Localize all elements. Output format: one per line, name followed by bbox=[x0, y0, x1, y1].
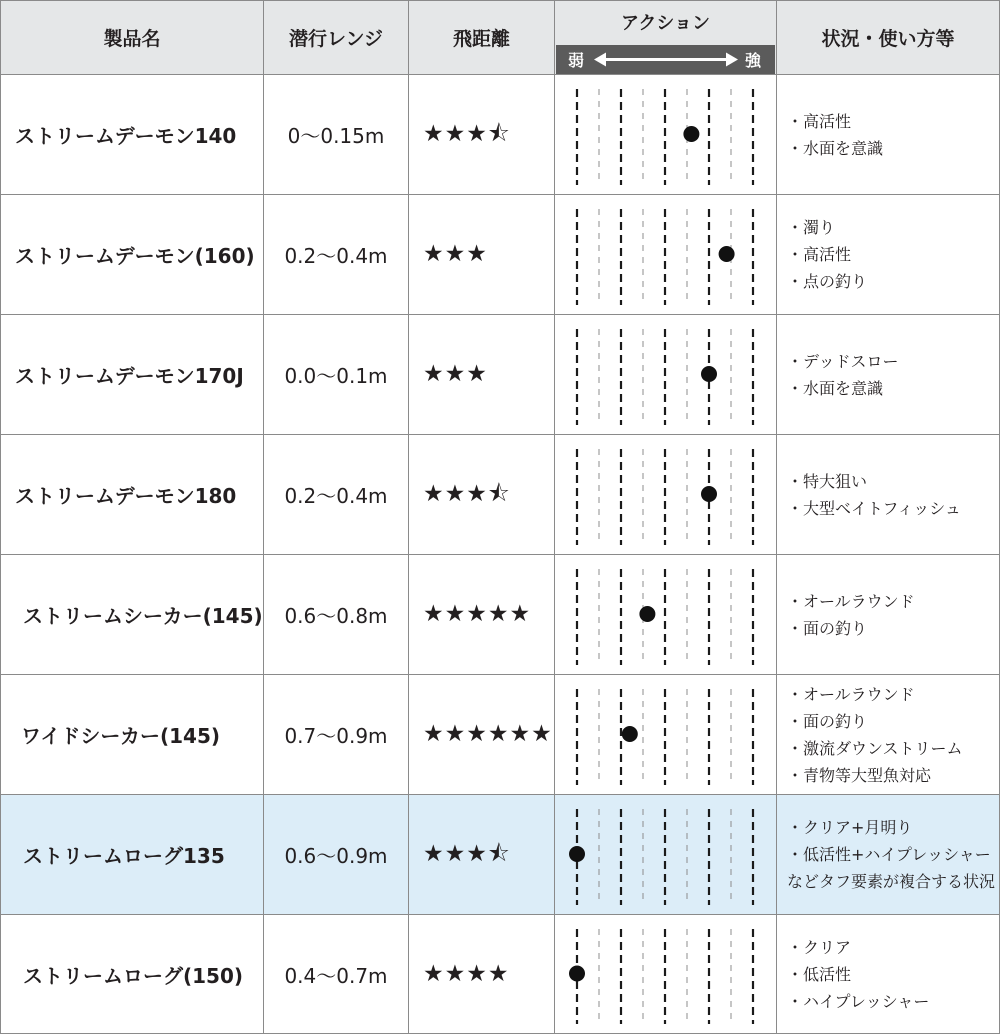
action-marker bbox=[569, 846, 585, 862]
product-name: ストリームローグ135 bbox=[0, 795, 264, 915]
action-gauge bbox=[555, 315, 777, 435]
range-value: 0〜0.15m bbox=[264, 75, 409, 195]
table-row bbox=[0, 75, 1000, 195]
note-line: ・デッドスロー bbox=[787, 351, 899, 371]
note-line: ・面の釣り bbox=[787, 618, 868, 638]
product-name: ストリームデーモン140 bbox=[0, 75, 264, 195]
action-marker bbox=[569, 966, 585, 982]
action-gauge bbox=[555, 915, 777, 1034]
table-row bbox=[0, 675, 1000, 795]
distance-stars bbox=[409, 75, 555, 195]
notes-cell bbox=[777, 915, 1000, 1034]
notes-cell bbox=[777, 675, 1000, 795]
action-gauge bbox=[555, 195, 777, 315]
note-line: ・大型ベイトフィッシュ bbox=[787, 498, 961, 518]
action-weak-label: 弱 bbox=[568, 51, 585, 70]
note-line: ・特大狙い bbox=[787, 471, 868, 491]
distance-stars bbox=[409, 795, 555, 915]
range-value: 0.0〜0.1m bbox=[264, 315, 409, 435]
action-scale-bar bbox=[556, 45, 775, 74]
action-gauge bbox=[555, 555, 777, 675]
product-name: ストリームデーモン(160) bbox=[0, 195, 264, 315]
action-marker bbox=[639, 606, 655, 622]
range-value: 0.4〜0.7m bbox=[264, 915, 409, 1034]
notes-cell bbox=[777, 315, 1000, 435]
note-line: ・水面を意識 bbox=[787, 378, 884, 398]
star-icons: ★★★⯪ bbox=[423, 481, 511, 507]
table-row bbox=[0, 195, 1000, 315]
note-line: ・水面を意識 bbox=[787, 138, 884, 158]
action-gauge-svg bbox=[555, 555, 777, 675]
range-value: 0.6〜0.8m bbox=[264, 555, 409, 675]
action-gauge-svg bbox=[555, 795, 777, 915]
header-distance bbox=[409, 0, 555, 75]
distance-stars bbox=[409, 315, 555, 435]
table-row bbox=[0, 555, 1000, 675]
distance-stars bbox=[409, 555, 555, 675]
header-distance-label: 飛距離 bbox=[452, 28, 510, 50]
range-value: 0.7〜0.9m bbox=[264, 675, 409, 795]
note-line: ・クリア bbox=[787, 937, 852, 957]
star-icons: ★★★⯪ bbox=[423, 841, 511, 867]
note-line: ・低活性 bbox=[787, 964, 852, 984]
star-icons: ★★★ bbox=[423, 361, 488, 387]
action-gauge bbox=[555, 675, 777, 795]
table-row bbox=[0, 915, 1000, 1034]
notes-cell bbox=[777, 435, 1000, 555]
double-arrow-icon bbox=[594, 51, 738, 68]
note-line: ・青物等大型魚対応 bbox=[787, 765, 932, 785]
star-icons: ★★★ bbox=[423, 241, 488, 267]
header-notes bbox=[777, 0, 1000, 75]
note-line: ・クリア+月明り bbox=[787, 818, 913, 837]
star-icons: ★★★★ bbox=[423, 960, 510, 987]
note-line: ・高活性 bbox=[787, 111, 852, 131]
action-strong-label: 強 bbox=[744, 51, 761, 70]
action-marker bbox=[622, 726, 638, 742]
product-name: ストリームデーモン170J bbox=[0, 315, 264, 435]
note-line: などタフ要素が複合する状況 bbox=[787, 872, 996, 891]
product-name: ストリームローグ(150) bbox=[0, 915, 264, 1034]
range-value: 0.6〜0.9m bbox=[264, 795, 409, 915]
table-row bbox=[0, 795, 1000, 915]
note-line: ・オールラウンド bbox=[787, 684, 915, 704]
product-name: ワイドシーカー(145) bbox=[0, 675, 264, 795]
distance-stars bbox=[409, 915, 555, 1034]
notes-cell bbox=[777, 195, 1000, 315]
action-marker bbox=[701, 366, 717, 382]
header-action bbox=[555, 0, 777, 75]
star-icons: ★★★⯪ bbox=[423, 121, 511, 147]
notes-cell bbox=[777, 75, 1000, 195]
note-line: ・高活性 bbox=[787, 245, 852, 264]
header-product-label: 製品名 bbox=[103, 28, 161, 50]
table-row bbox=[0, 435, 1000, 555]
action-gauge bbox=[555, 435, 777, 555]
note-line: ・低活性+ハイプレッシャー bbox=[787, 845, 991, 864]
distance-stars bbox=[409, 675, 555, 795]
action-gauge-svg bbox=[555, 435, 777, 555]
note-line: ・濁り bbox=[787, 218, 836, 237]
notes-cell bbox=[777, 795, 1000, 915]
action-marker bbox=[719, 246, 735, 262]
range-value: 0.2〜0.4m bbox=[264, 435, 409, 555]
action-gauge-svg bbox=[555, 75, 777, 195]
header-range bbox=[264, 0, 409, 75]
action-gauge bbox=[555, 75, 777, 195]
notes-cell bbox=[777, 555, 1000, 675]
star-icons: ★★★★★ bbox=[423, 601, 532, 627]
action-gauge-svg bbox=[555, 315, 777, 435]
action-gauge bbox=[555, 795, 777, 915]
header-action-label: アクション bbox=[620, 13, 711, 34]
action-gauge-svg bbox=[555, 915, 777, 1034]
product-name: ストリームシーカー(145) bbox=[0, 555, 264, 675]
action-gauge-svg bbox=[555, 675, 777, 795]
note-line: ・面の釣り bbox=[787, 711, 868, 731]
star-icons: ★★★★★★ bbox=[423, 721, 553, 747]
action-gauge-svg bbox=[555, 195, 777, 315]
distance-stars bbox=[409, 195, 555, 315]
header-product bbox=[0, 0, 264, 75]
note-line: ・点の釣り bbox=[787, 272, 868, 291]
action-marker bbox=[683, 126, 699, 142]
action-marker bbox=[701, 486, 717, 502]
header-range-label: 潜行レンジ bbox=[288, 28, 384, 50]
note-line: ・オールラウンド bbox=[787, 591, 915, 611]
range-value: 0.2〜0.4m bbox=[264, 195, 409, 315]
note-line: ・ハイプレッシャー bbox=[787, 991, 930, 1011]
note-line: ・激流ダウンストリーム bbox=[787, 738, 963, 758]
product-name: ストリームデーモン180 bbox=[0, 435, 264, 555]
table-row bbox=[0, 315, 1000, 435]
distance-stars bbox=[409, 435, 555, 555]
header-notes-label: 状況・使い方等 bbox=[821, 28, 955, 50]
